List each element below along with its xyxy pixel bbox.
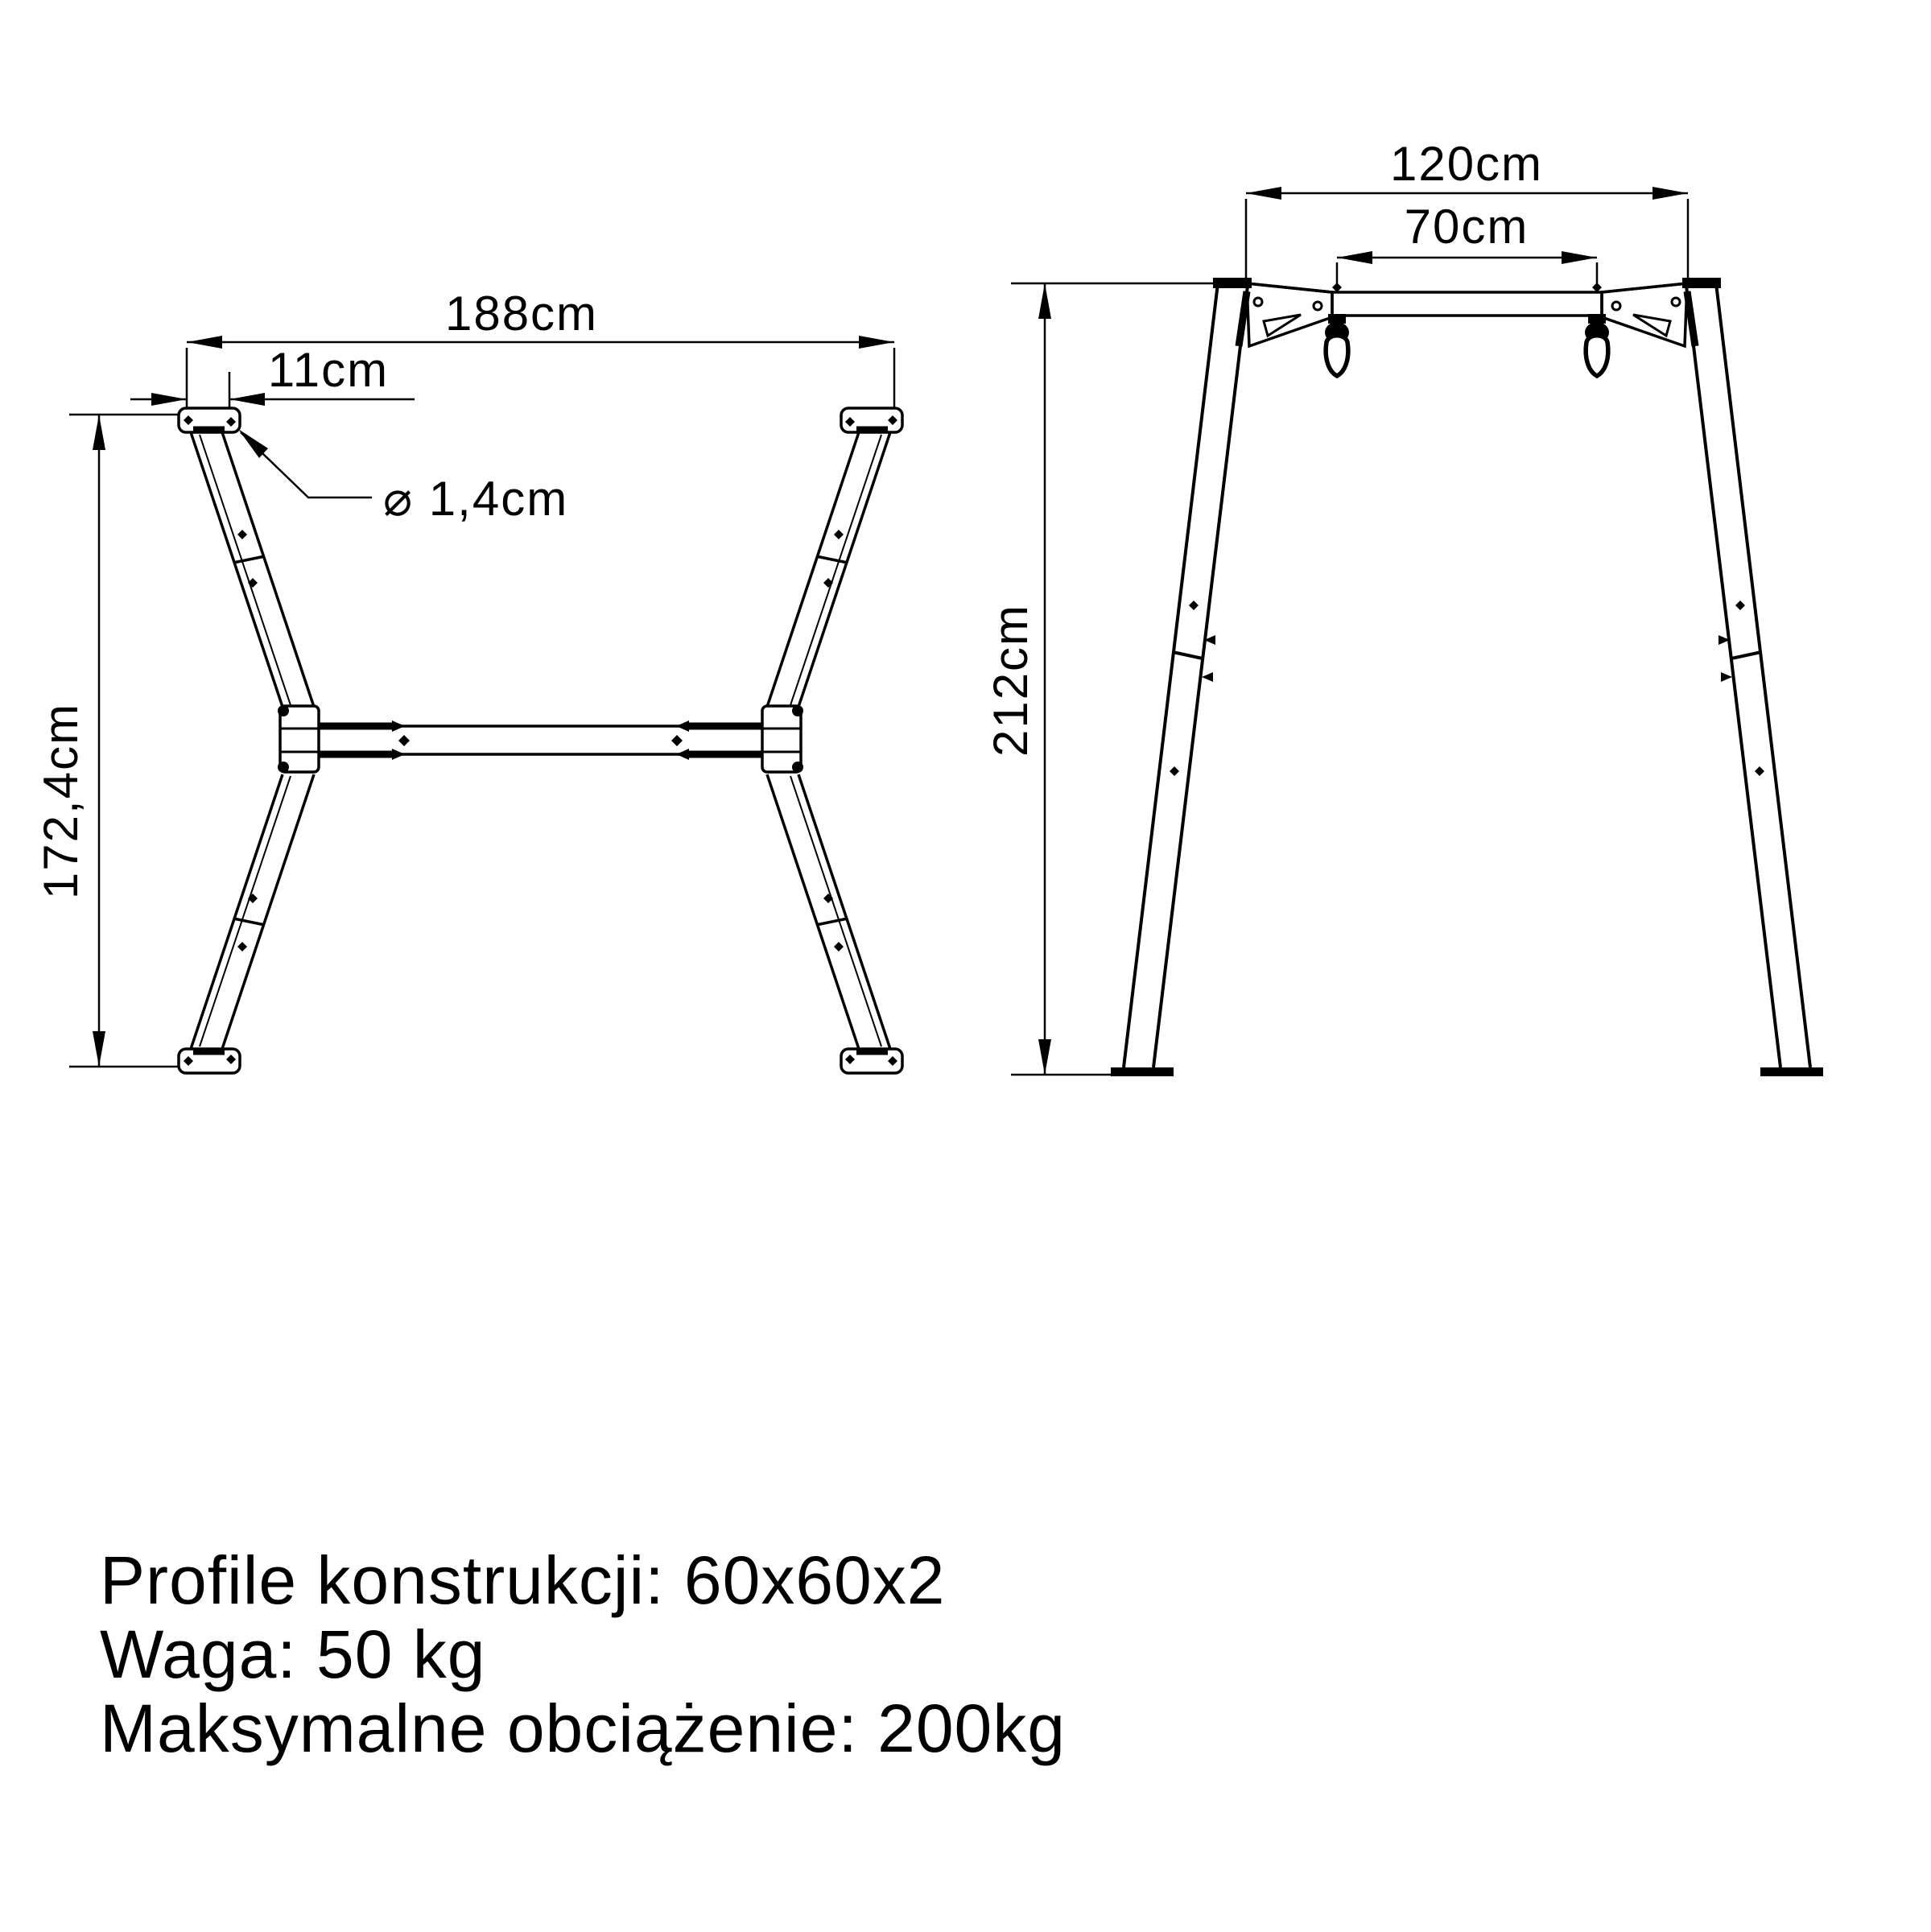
front-top-width-dimension-label: 120cm <box>1389 137 1544 191</box>
front-height-dimension-label: 212cm <box>984 603 1038 758</box>
spec-profile-line: Profile konstrukcji: 60x60x2 <box>100 1542 946 1618</box>
front-view <box>984 137 1823 1076</box>
front-screw-marks <box>1170 283 1764 776</box>
plan-depth-dimension-label: 172,4cm <box>34 702 88 900</box>
front-hanger-spacing-dimension-label: 70cm <box>1404 200 1529 254</box>
specification-text <box>100 1542 1066 1766</box>
plan-hole-diameter-label: ⌀ 1,4cm <box>383 472 569 526</box>
spec-weight-line: Waga: 50 kg <box>100 1616 486 1692</box>
front-legs <box>1124 283 1810 1067</box>
plan-width-dimension-label: 188cm <box>444 287 599 341</box>
front-feet <box>1111 1067 1823 1076</box>
front-dimension-lines <box>1011 193 1688 1075</box>
plan-junction-plates <box>278 705 803 773</box>
plan-view <box>34 287 902 1073</box>
spec-max-load-line: Maksymalne obciążenie: 200kg <box>100 1690 1066 1766</box>
plan-pad-offset-dimension-label: 11cm <box>267 343 390 397</box>
front-swing-hangers <box>1325 314 1609 376</box>
plan-dimension-lines <box>69 342 894 1067</box>
plan-dimension-arrows <box>93 336 894 1067</box>
